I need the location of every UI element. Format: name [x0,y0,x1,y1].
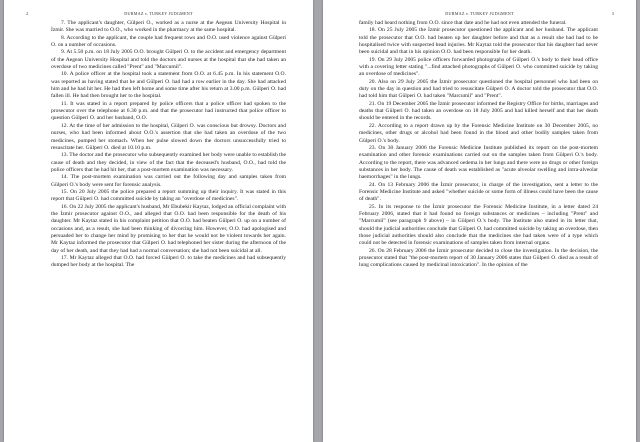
paragraph: 24. On 13 February 2006 the İzmir prosecutor, in charge of the investigation, sent a letter to the Forensic Medicine Institute and asked "whether suicide or some form of illness could have been the cause of death". [359,181,598,203]
page-number: 2 [26,11,29,16]
paragraph: 19. On 29 July 2005 police officers forwarded photographs of Gülperi O.'s body to their head office with a covering letter stating "...find attached photographs of Gülperi O. who committed suicide by taking an overdose of medicines". [359,56,598,78]
paragraph: 20. Also on 29 July 2005 the İzmir prosecutor questioned the hospital personnel who had been on duty on the day in question and had tried to resuscitate Gülperi O. A doctor told the prosecutor that O.O. had told him that Gülperi O. had taken "Marcumil" and "Prent". [359,78,598,100]
paragraph: 8. According to the applicant, the couple had frequent rows and O.O. used violence against Gülperi O. on a number of occasions. [51,34,286,49]
paragraph: family had heard nothing from O.O. since that date and he had not even attended the funeral. [359,20,567,26]
paragraph: 18. On 25 July 2005 the İzmir prosecutor questioned the applicant and her husband. The applicant told the prosecutor that O.O. had beaten up her daughter before and that as a result she had had to be hospitalised twice with suspected head injuries. Mr Kaytaz told the prosecutor that his daughter had never been suicidal and that in his opinion O.O. had been responsible for her death. [359,27,598,56]
paragraph: 13. The doctor and the prosecutor who subsequently examined her body were unable to establish the cause of death and they decided, in view of the fact that the deceased's husband, O.O., had told the police officers that he had hit her, that a post-mortem examination was necessary. [51,152,286,173]
paragraph: 23. On 30 January 2006 the Forensic Medicine Institute published its report on the post-mortem examination and other forensic examinations carried out on the samples taken from Gülperi O.'s body. According to the report, there was advanced oedema in her lungs and there were no drugs or other foreign substances in her body. The cause of death was established as "acute alveolar swelling and intra-alveolar haemorrhages" in the lungs. [359,144,598,181]
paragraph: 26. On 28 February 2006 the İzmir prosecutor decided to close the investigation. In the decision, the prosecutor stated that "the post-mortem report of 30 January 2006 states that Gülperi O. died as a result of lung complications caused by medicinal intoxication". In the opinion of the [359,247,598,269]
page-body [51,20,286,438]
paragraph: 25. In its response to the İzmir prosecutor the Forensic Medicine Institute, in a letter dated 24 February 2006, stated that it had found no foreign substances or medicines – including "Prent" and "Marcumil" (see paragraph 9 above) – in Gülperi O.'s body. The Institute also stated in its letter that, should the judicial authorities conclude that Gülperi O. had committed suicide by taking an overdose, then those judicial authorities should also conclude that the medicines she had taken were of a type which could not be detected in forensic examinations of samples taken from internal organs. [359,203,598,247]
page-number: 3 [611,11,614,16]
document-page-right [323,0,636,442]
paragraph: 14. The post-mortem examination was carried out the following day and samples taken from Gülperi O.'s body were sent for forensic analysis. [51,174,286,188]
paragraph: 15. On 20 July 2005 the police prepared a report summing up their inquiry. It was stated in this report that Gülperi O. had committed suicide by taking an "overdose of medicines". [51,188,286,203]
document-page-left [4,0,313,442]
paragraph: 12. At the time of her admission to the hospital, Gülperi O. was conscious but drowsy. Doctors and nurses, who had been informed about O.O.'s assertion that she had taken an overdose of the two medicines, pumped her stomach. When her pulse slowed down the doctors unsuccessfully tried to resuscitate her. Gülperi O. died at 10.10 p.m. [51,122,286,151]
paragraph: 11. It was stated in a report prepared by police officers that a police officer had spoken to the prosecutor over the telephone at 6.30 p.m. and that the prosecutor had instructed that police officer to question Gülperi O. and her husband, O.O. [51,100,286,122]
paragraph: 21. On 19 December 2005 the İzmir prosecutor informed the Registry Office for births, marriages and deaths that Gülperi O. had taken an overdose on 18 July 2005 and had killed herself and that her death should be entered in the records. [359,100,598,122]
paragraph: 17. Mr Kaytaz alleged that O.O. had forced Gülperi O. to take the medicines and had subsequently dumped her body at the hospital. The [51,255,286,269]
running-title: DURMAZ v. TURKEY JUDGMENT [445,11,514,16]
page-body [359,20,598,438]
paragraph: 7. The applicant's daughter, Gülperi O., worked as a nurse at the Aegean University Hospital in İzmir. She was married to O.O., who worked in the pharmacy at the same hospital. [51,20,286,34]
paragraph: 16. On 22 July 2005 the applicant's husband, Mr Ebubekir Kaytaz, lodged an official complaint with the İzmir prosecutor against O.O., and alleged that O.O. had been responsible for the death of his daughter. Mr Kaytaz stated in his complaint petition that O.O. had beaten Gülperi O. up on a number of occasions and, as a result, she had been thinking of divorcing him. However, O.O. had apologised and persuaded her to change her mind by promising to her that he would not be violent towards her again. Mr Kaytaz informed the prosecutor that Gülperi O. had telephoned her sister during the afternoon of the day of her death, and that they had had a normal conversation; she had not been suicidal at all. [51,203,286,254]
paragraph: 10. A police officer at the hospital took a statement from O.O. at 6.45 p.m. In his statement O.O. was reported as having stated that he and Gülperi O. had had a row earlier in the day. She had attacked him and he had hit her. He had then left home and some time after his return at 3.00 p.m. Gülperi O. had fallen ill. He had then brought her to the hospital. [51,71,286,100]
paragraph: 9. At 5.50 p.m. on 18 July 2005 O.O. brought Gülperi O. to the accident and emergency department of the Aegean University Hospital and told the doctors and nurses at the hospital that she had taken an overdose of two medicines called "Prent" and "Marcumil". [51,49,286,71]
paragraph: 22. According to a report drawn up by the Forensic Medicine Institute on 30 December 2005, no medicines, other drugs or alcohol had been found in the blood and other bodily samples taken from Gülperi O.'s body. [359,122,598,144]
running-title: DURMAZ v. TURKEY JUDGMENT [124,11,193,16]
